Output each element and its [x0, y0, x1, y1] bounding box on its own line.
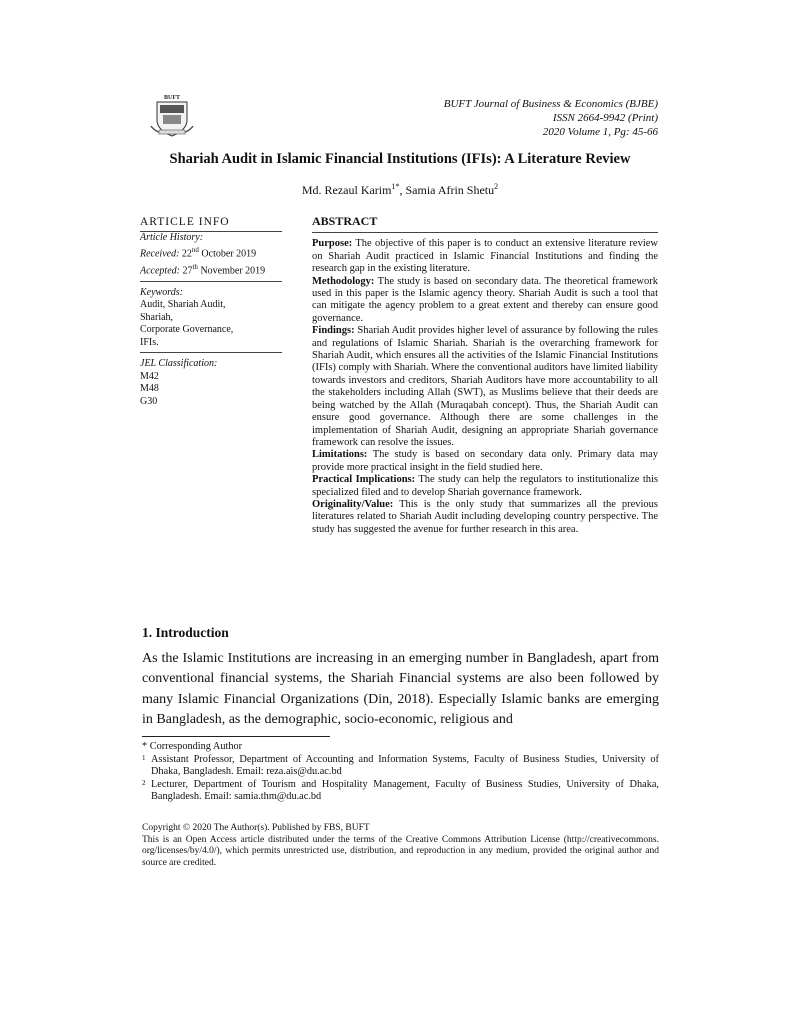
divider — [140, 352, 282, 353]
footnote-divider — [142, 736, 330, 737]
journal-info — [444, 97, 658, 139]
author-separator: , — [399, 183, 406, 197]
footnote-2-text: Lecturer, Department of Tourism and Hospitality Management, Faculty of Business Studies, University of Dhaka, Bangladesh. Email: samia.thm@du.ac.bd — [151, 778, 659, 802]
keyword: Corporate Governance, — [140, 324, 234, 336]
findings-text: Shariah Audit provides higher level of assurance by following the rules and regulations of Islamic Shariah. Shariah is the overarching framework for Shariah Audit, which ensures all the activities of the Islamic Financial Institutions (IFIs) comply with Shariah. Where the conventional auditors have limited liability towards investors and creditors, Shariah Auditors have more accountability to all the stakeholders including Allah (SWT), as Muslims believe that their deeds are being watched by the Allah (Muraqabah concept). Thus, the Shariah Audit can ensure good governance. Although there are some challenges in the implementation of Shariah Audit, designing an appropriate Shariah governance framework can resolve the issues. — [312, 325, 659, 448]
author-2: Samia Afrin Shetu — [405, 183, 495, 197]
abstract-findings — [312, 325, 658, 449]
divider — [140, 281, 282, 282]
footnote-1-mark: 1 — [142, 753, 146, 762]
abstract-originality — [312, 499, 658, 536]
received-sup: nd — [191, 246, 199, 254]
section-heading-introduction: 1. Introduction — [142, 625, 229, 640]
logo-text: BUFT — [163, 95, 181, 101]
jel-label: JEL Classification: — [140, 358, 218, 370]
jel-code: G30 — [140, 395, 158, 407]
abstract-methodology — [312, 276, 658, 326]
originality-label: Originality/Value: — [312, 498, 394, 510]
journal-issn: ISSN 2664-9942 (Print) — [552, 112, 658, 124]
methodology-label: Methodology: — [312, 275, 375, 287]
jel-code: M48 — [140, 383, 159, 395]
corresponding-author-note: * Corresponding Author — [142, 741, 243, 752]
footnote-1 — [142, 754, 659, 779]
keyword: IFIs. — [140, 336, 159, 348]
copyright-notice — [142, 823, 659, 869]
abstract-heading: ABSTRACT — [312, 215, 658, 233]
footnote-2-mark: 2 — [142, 778, 146, 787]
jel-code: M42 — [140, 370, 159, 382]
author-1-affiliation: 1* — [391, 182, 400, 191]
journal-volume: 2020 Volume 1, Pg: 45-66 — [542, 126, 658, 138]
license-text: This is an Open Access article distributed under the terms of the Creative Commons Attribution License (http://creativecommons. org/licenses/by/4.0/), which permits unrestricted use, distribution, and reproduction in any medium, provided the original author and source are credited. — [142, 834, 659, 868]
accepted-date — [140, 261, 282, 278]
methodology-text: The study is based on secondary data. The theoretical framework used in this paper is the Islamic agency theory. Shariah Audit is such a tool that can mitigate the agency problem to a great extent and thereby can ensure good governance. — [312, 275, 659, 324]
introduction-text: As the Islamic Institutions are increasing in an emerging number in Bangladesh, apart from conventional financial systems, the Shariah Financial systems are also been followed by many Islamic Financial Organizations (Din, 2018). Especially Islamic banks are emerging in Bangladesh, as the demographic, socio-economic, religious and — [142, 651, 659, 727]
abstract-purpose — [312, 238, 658, 275]
footnote-1-text: Assistant Professor, Department of Accounting and Information Systems, Faculty of Business Studies, University of Dhaka, Bangladesh. Email: reza.ais@du.ac.bd — [151, 753, 659, 777]
abstract-limitations — [312, 449, 658, 474]
history-label: Article History: — [140, 231, 204, 243]
author-list — [0, 182, 800, 198]
limitations-label: Limitations: — [312, 449, 368, 461]
accepted-rest: November 2019 — [200, 265, 266, 277]
findings-label: Findings: — [312, 325, 355, 337]
practical-text: The study can help the regulators to institutionalize this specialized filed and to develop Shariah governance framework. — [312, 474, 658, 498]
received-day: 22 — [181, 248, 192, 260]
received-rest: October 2019 — [201, 248, 257, 260]
accepted-label: Accepted: — [140, 265, 180, 277]
purpose-label: Purpose: — [312, 238, 353, 250]
purpose-text: The objective of this paper is to conduct an extensive literature review on Shariah Audit practiced in Islamic Financial Institutions and finding the research gap in the existing literature. — [312, 238, 658, 275]
originality-text: This is the only study that summarizes all the previous literatures related to Shariah Audit including developing country perspective. The study has suggested the avenue for further research in this area. — [312, 498, 658, 535]
keywords-label: Keywords: — [140, 286, 183, 298]
author-1: Md. Rezaul Karim — [301, 183, 392, 197]
abstract-practical — [312, 474, 658, 499]
buft-logo — [147, 92, 197, 138]
received-label: Received: — [140, 248, 180, 260]
accepted-day: 27 — [182, 265, 193, 277]
author-2-affiliation: 2 — [494, 182, 499, 191]
footnotes — [142, 741, 659, 804]
copyright-line: Copyright © 2020 The Author(s). Published by FBS, BUFT — [142, 823, 370, 833]
received-date — [140, 244, 282, 261]
practical-label: Practical Implications: — [312, 474, 416, 486]
article-info-panel — [140, 216, 282, 408]
keyword: Audit, Shariah Audit, — [140, 299, 226, 311]
footnote-2 — [142, 779, 659, 804]
article-info-heading: ARTICLE INFO — [140, 216, 282, 232]
journal-name: BUFT Journal of Business & Economics (BJBE) — [443, 98, 658, 110]
accepted-sup: th — [192, 262, 198, 271]
paper-title: Shariah Audit in Islamic Financial Institutions (IFIs): A Literature Review — [169, 151, 631, 167]
abstract-section — [312, 215, 658, 536]
limitations-text: The study is based on secondary data only. Primary data may provide more practical insight in the field studied here. — [312, 449, 659, 473]
keyword: Shariah, — [140, 311, 174, 323]
